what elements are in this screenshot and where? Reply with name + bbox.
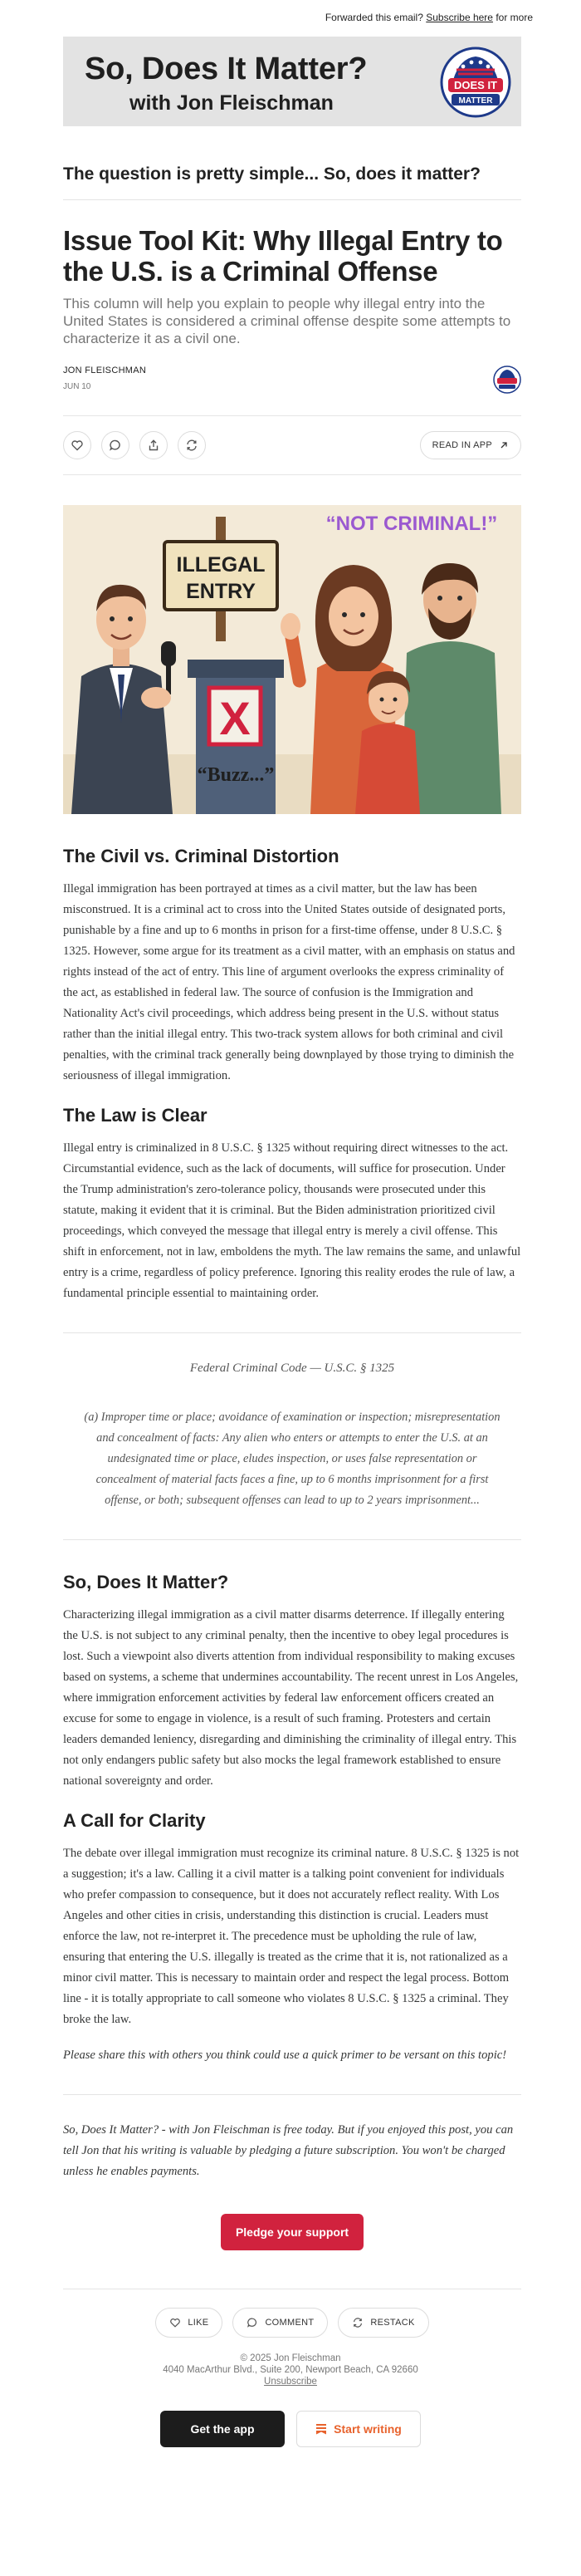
forward-suffix: for more xyxy=(496,12,533,23)
section-heading: So, Does It Matter? xyxy=(63,1572,229,1592)
unsubscribe-link[interactable]: Unsubscribe xyxy=(264,2377,317,2387)
read-in-app-button[interactable] xyxy=(420,431,521,459)
svg-text:DOES IT: DOES IT xyxy=(453,79,498,91)
byline xyxy=(63,366,521,402)
share-note: Please share this with others you think could use a quick primer to be versant on this topic! xyxy=(63,2049,507,2062)
restack-icon xyxy=(185,439,198,452)
section-body: Illegal entry is criminalized in 8 U.S.C. § 1325 without requiring direct witnesses to the act. Circumstantial evidence, such as the lack of documents, will suffice for prosecution. Under the Trump administration's zero-tolerance policy, thousands were prosecuted under this statute, making it evident that it is criminal. But the Biden administration prioritized civil proceedings, which conveyed the message that illegal entry is merely a civil offense. This shift in enforcement, not in law, emboldens the myth. The law remains the same, and unlawful entry is a crime, regardless of policy preference. Ignoring this reality erodes the rule of law, a fundamental principle essential to maintaining order. xyxy=(63,1141,521,1300)
app-buttons xyxy=(0,2411,581,2447)
forward-notice xyxy=(0,0,581,27)
footer-action-bar xyxy=(63,2289,521,2338)
svg-text:X: X xyxy=(219,692,251,744)
like-label: LIKE xyxy=(188,2318,209,2328)
post-date: JUN 10 xyxy=(63,382,91,391)
footer-like-button[interactable] xyxy=(155,2308,222,2338)
section-body: Illegal immigration has been portrayed at times as a civil matter, but the law has been misconstrued. It is a criminal act to cross into the United States outside of designated ports, punishable by a fine and up to 6 months in prison for a first-time offense, under 8 U.S.C. § 1325. However, some argue for its treatment as a civil matter, with an emphasis on status and rights instead of the act of entry. This line of argument overlooks the express criminality of the act, as established in federal law. The source of confusion is the Immigration and Nationality Act's civil proceedings, which address being present in the U.S. without status rather than the initial illegal entry. This two-track system allows for both criminal and civil penalties, with the criminal track generally being downplayed by those trying to diminish the seriousness of illegal immigration. xyxy=(63,882,515,1082)
footer-info xyxy=(0,2353,581,2387)
svg-text:MATTER: MATTER xyxy=(458,96,493,105)
read-in-app-label: READ IN APP xyxy=(432,440,492,450)
substack-icon xyxy=(315,2423,327,2435)
footer-comment-button[interactable] xyxy=(232,2308,328,2338)
post-action-bar xyxy=(63,415,521,475)
speech-text: “NOT CRIMINAL!” xyxy=(325,513,498,535)
section-heading: The Law is Clear xyxy=(63,1105,208,1126)
svg-text:ENTRY: ENTRY xyxy=(186,580,256,603)
arrow-up-right-icon xyxy=(499,440,509,450)
get-app-button[interactable]: Get the app xyxy=(160,2411,285,2447)
start-writing-button[interactable] xyxy=(296,2411,421,2447)
quote-text: (a) Improper time or place; avoidance of examination or inspection; misrepresentation and concealment of facts: Any alien who enters or attempts to enter the U.S. at an undesignated time or place, eludes inspection, or uses false representation or concealment of material facts faces a fine, up to 6 months imprisonment for a first offense, or both; subsequent offenses can lead to up to 2 years imprisonment... xyxy=(84,1411,500,1507)
author-name[interactable]: JON FLEISCHMAN xyxy=(63,366,147,375)
comment-button[interactable] xyxy=(101,431,129,459)
share-button[interactable] xyxy=(139,431,168,459)
subscribe-callout xyxy=(63,2094,521,2250)
copyright: © 2025 Jon Fleischman xyxy=(240,2353,341,2363)
restack-icon xyxy=(352,2317,364,2328)
comment-label: COMMENT xyxy=(265,2318,315,2328)
banner-title: So, Does It Matter? xyxy=(85,52,368,86)
publication-logo xyxy=(440,47,511,118)
banner-subtitle: with Jon Fleischman xyxy=(129,91,334,115)
restack-label: RESTACK xyxy=(370,2318,415,2328)
heart-icon xyxy=(71,439,84,452)
hero-illustration[interactable] xyxy=(63,505,521,814)
subscribe-link[interactable]: Subscribe here xyxy=(426,12,493,23)
author-avatar[interactable] xyxy=(493,366,521,394)
post-subtitle: This column will help you explain to people why illegal entry into the United States is considered a criminal offense despite some attempts to characterize it as a civil one. xyxy=(63,296,511,346)
pledge-support-button[interactable]: Pledge your support xyxy=(221,2214,364,2250)
publication-banner[interactable] xyxy=(63,37,521,126)
start-writing-label: Start writing xyxy=(334,2422,402,2436)
like-button[interactable] xyxy=(63,431,91,459)
quote-heading: Federal Criminal Code — U.S.C. § 1325 xyxy=(189,1362,395,1375)
svg-text:ILLEGAL: ILLEGAL xyxy=(176,553,266,577)
podium xyxy=(188,660,284,814)
heart-icon xyxy=(169,2317,181,2328)
footer-restack-button[interactable] xyxy=(338,2308,428,2338)
post-title[interactable]: Issue Tool Kit: Why Illegal Entry to the U.S. is a Criminal Offense xyxy=(63,225,503,287)
section-heading: The Civil vs. Criminal Distortion xyxy=(63,846,339,866)
bottom-spacer xyxy=(0,2447,581,2480)
section-body: The debate over illegal immigration must recognize its criminal nature. 8 U.S.C. § 1325 is not a suggestion; it's a law. Calling it a civil matter is a talking point convenient for individuals who prefer compassion to consequence, but it does not accurately reflect reality. With Los Angeles and other cities in crisis, understanding this distinction is crucial. Leaders must enforce the law, not re-interpret it. The precedence must be upholding the rule of law, ensuring that entering the U.S. illegally is treated as the crime that it is, not rationalized as a minor civil matter. This is necessary to maintain order and respect the legal process. Bottom line - it is totally appropriate to call someone who violates 8 U.S.C. § 1325 a criminal. They broke the law. xyxy=(63,1847,520,2026)
restack-button[interactable] xyxy=(178,431,206,459)
comment-icon xyxy=(247,2317,258,2328)
section-heading: A Call for Clarity xyxy=(63,1810,206,1831)
publication-tagline: The question is pretty simple... So, does it matter? xyxy=(63,164,481,184)
address: 4040 MacArthur Blvd., Suite 200, Newport Beach, CA 92660 xyxy=(163,2365,418,2375)
share-icon xyxy=(147,439,160,452)
forward-text: Forwarded this email? xyxy=(325,12,423,23)
section-body: Characterizing illegal immigration as a civil matter disarms deterrence. If illegally entering the U.S. is not subject to any criminal penalty, then the incentive to obey legal procedures is lost. Such a viewpoint also diverts attention from individual responsibility to making excuses based on systems, a scheme that undermines accountability. The recent unrest in Los Angeles, where immigration enforcement activities by federal law enforcement officers created an excuse for some to engage in violence, is a result of such framing. Protesters and certain leaders demanded leniency, disregarding and diminishing the criminality of illegal entry. This not only endangers public safety but also mocks the legal framework established to ensure national sovereignty and order. xyxy=(63,1608,519,1788)
divider xyxy=(63,199,521,200)
callout-text: So, Does It Matter? - with Jon Fleischman is free today. But if you enjoyed this post, you can tell Jon that his writing is valuable by pledging a future subscription. You won't be charged unless he enables payments. xyxy=(63,2123,514,2178)
comment-icon xyxy=(109,439,122,452)
svg-text:“Buzz...”: “Buzz...” xyxy=(197,764,275,786)
block-quote xyxy=(63,1332,521,1540)
